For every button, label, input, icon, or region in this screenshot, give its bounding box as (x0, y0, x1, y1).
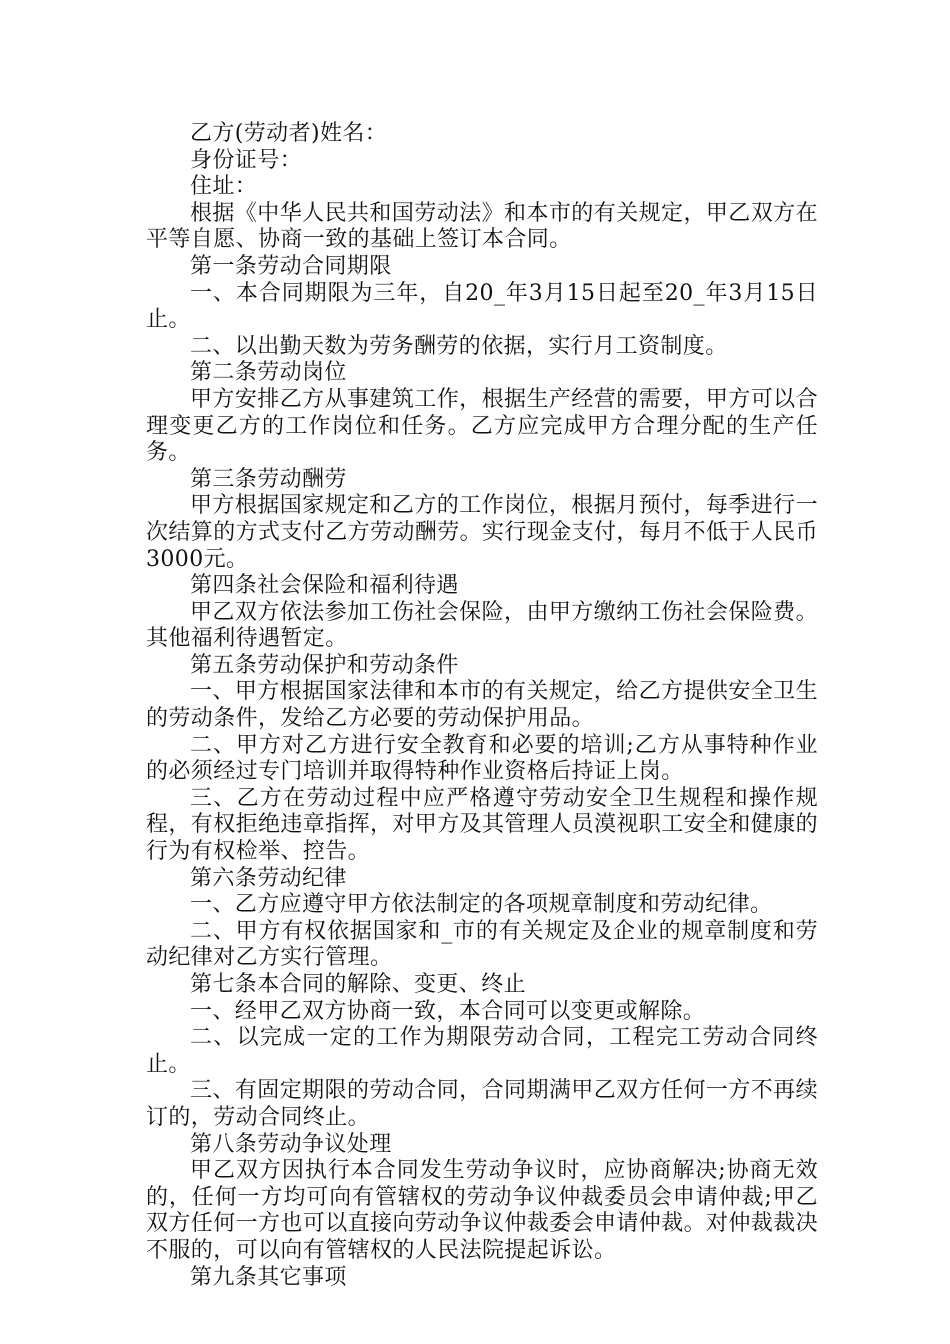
article-6-title: 第六条劳动纪律 (190, 865, 347, 891)
article-5-title: 第五条劳动保护和劳动条件 (190, 652, 459, 678)
article-8-para-1: 甲乙双方因执行本合同发生劳动争议时，应协商解决;协商无效的，任何一方均可向有管辖权的劳动争议仲裁委员会申请仲裁;甲乙双方任何一方也可以直接向劳动争议仲裁委会申请仲裁。对仲裁裁决不服的，可以向有管辖权的人民法院提起诉讼。 (146, 1158, 819, 1263)
party-b-name-label: 乙方(劳动者)姓名： (190, 121, 388, 146)
article-1-title: 第一条劳动合同期限 (190, 253, 392, 279)
article-4-title: 第四条社会保险和福利待遇 (190, 573, 459, 599)
article-5-para-2: 二、甲方对乙方进行安全教育和必要的培训;乙方从事特种作业的必须经过专门培训并取得特种作业资格后持证上岗。 (146, 732, 818, 785)
article-6-para-2: 二、甲方有权依据国家和_市的有关规定及企业的规章制度和劳动纪律对乙方实行管理。 (146, 918, 818, 971)
preamble: 根据《中华人民共和国劳动法》和本市的有关规定，甲乙双方在平等自愿、协商一致的基础上签订本合同。 (146, 200, 818, 253)
article-8-title: 第八条劳动争议处理 (190, 1131, 392, 1157)
article-5-para-3: 三、乙方在劳动过程中应严格遵守劳动安全卫生规程和操作规程，有权拒绝违章指挥，对甲方及其管理人员漠视职工安全和健康的行为有权检举、控告。 (146, 785, 819, 865)
article-9-title: 第九条其它事项 (190, 1264, 347, 1290)
article-1-para-1: 一、本合同期限为三年，自20_年3月15日起至20_年3月15日止。 (146, 280, 818, 333)
party-b-id-label: 身份证号： (190, 147, 303, 173)
article-3-title: 第三条劳动酬劳 (190, 466, 347, 492)
article-6-para-1: 一、乙方应遵守甲方依法制定的各项规章制度和劳动纪律。 (190, 892, 773, 918)
article-5-para-1: 一、甲方根据国家法律和本市的有关规定，给乙方提供安全卫生的劳动条件，发给乙方必要的劳动保护用品。 (146, 679, 818, 732)
article-7-title: 第七条本合同的解除、变更、终止 (190, 972, 527, 997)
article-4-para-1: 甲乙双方依法参加工伤社会保险，由甲方缴纳工伤社会保险费。其他福利待遇暂定。 (146, 599, 818, 652)
article-2-title: 第二条劳动岗位 (190, 360, 347, 386)
article-2-para-1: 甲方安排乙方从事建筑工作，根据生产经营的需要，甲方可以合理变更乙方的工作岗位和任务。乙方应完成甲方合理分配的生产任务。 (146, 386, 818, 466)
article-7-para-1: 一、经甲乙双方协商一致，本合同可以变更或解除。 (190, 998, 706, 1024)
article-3-para-1: 甲方根据国家规定和乙方的工作岗位，根据月预付，每季进行一次结算的方式支付乙方劳动酬劳。实行现金支付，每月不低于人民币3000元。 (146, 493, 819, 572)
article-7-para-3: 三、有固定期限的劳动合同，合同期满甲乙双方任何一方不再续订的，劳动合同终止。 (146, 1078, 818, 1130)
article-7-para-2: 二、以完成一定的工作为期限劳动合同，工程完工劳动合同终止。 (146, 1025, 818, 1077)
contract-page (146, 121, 818, 1291)
party-b-address-label: 住址： (190, 174, 258, 200)
article-1-para-2: 二、以出勤天数为劳务酬劳的依据，实行月工资制度。 (190, 333, 728, 359)
